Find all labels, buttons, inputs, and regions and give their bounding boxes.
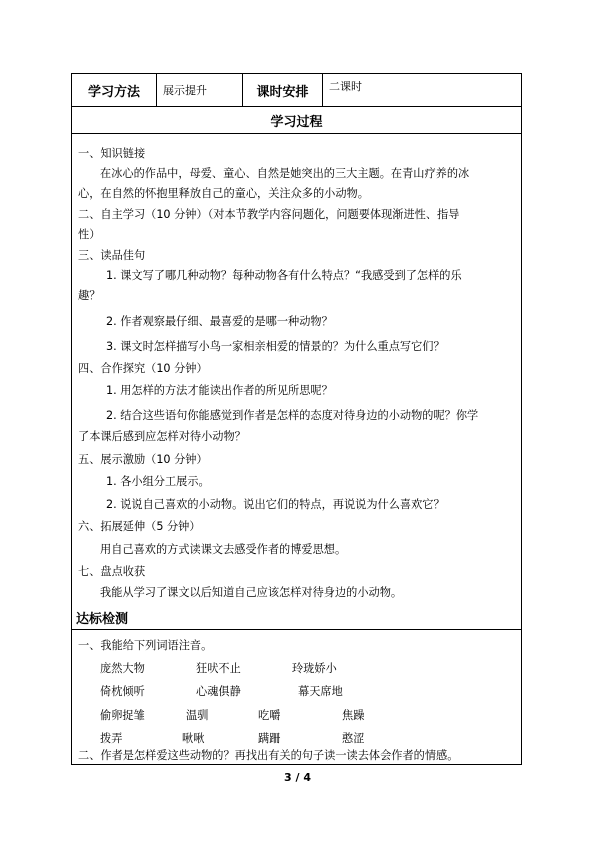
section-heading: 七、盘点收获 [78, 565, 146, 578]
section-heading: 二、自主学习（10 分钟）（对本节教学内容问题化，问题要体现渐进性、指导 [78, 208, 460, 221]
schedule-label: 课时安排 [243, 74, 323, 106]
question-line: 2. 结合这些语句你能感觉到作者是怎样的态度对待身边的小动物的呢？你学 [106, 409, 479, 422]
check-question: 二、作者是怎样爱这些动物的？再找出有关的句子读一读去体会作者的情感。 [78, 749, 459, 762]
lesson-table [71, 73, 522, 765]
vocab-word: 拨弄 [100, 732, 123, 745]
paragraph-line: 我能从学习了课文以后知道自己应该怎样对待身边的小动物。 [100, 586, 403, 599]
page-number: 3 / 4 [284, 771, 311, 784]
vocab-word: 玲珑娇小 [292, 662, 337, 675]
method-label: 学习方法 [72, 74, 157, 106]
question-line: 1. 课文写了哪几种动物？每种动物各有什么特点？“我感受到了怎样的乐 [106, 269, 462, 282]
section-heading: 六、拓展延伸（5 分钟） [78, 520, 201, 533]
header-row [72, 74, 521, 107]
vocab-word: 偷卵捉雏 [100, 709, 145, 722]
paragraph-line: 性） [78, 228, 101, 241]
section-heading: 三、读品佳句 [78, 249, 146, 262]
vocab-word: 庞然大物 [100, 662, 145, 675]
divider [72, 629, 521, 630]
vocab-word: 幕天席地 [298, 685, 343, 698]
vocab-word: 心魂俱静 [196, 685, 241, 698]
paragraph-line: 在冰心的作品中，母爱、童心、自然是她突出的三大主题。在青山疗养的冰 [100, 167, 470, 180]
question-line: 1. 各小组分工展示。 [106, 475, 210, 488]
check-title: 达标检测 [76, 612, 129, 627]
vocab-word: 倚枕倾听 [100, 685, 145, 698]
vocab-word: 焦躁 [342, 709, 365, 722]
vocab-word: 狂吠不止 [196, 662, 241, 675]
schedule-value: 二课时 [329, 80, 362, 93]
vocab-word: 蹒跚 [258, 732, 281, 745]
section-heading: 一、知识链接 [78, 147, 146, 160]
method-value: 展示提升 [157, 74, 243, 106]
vocab-word: 吃嚼 [258, 709, 281, 722]
paragraph-line: 用自己喜欢的方式读课文去感受作者的博爱思想。 [100, 543, 347, 556]
question-line: 1. 用怎样的方法才能读出作者的所见所思呢？ [106, 384, 333, 397]
check-question: 一、我能给下列词语注音。 [78, 639, 213, 652]
vocab-word: 温驯 [186, 709, 209, 722]
process-title: 学习过程 [72, 107, 521, 134]
question-line: 3. 课文时怎样描写小鸟一家相亲相爱的情景的？为什么重点写它们？ [106, 340, 445, 353]
vocab-word: 啾啾 [182, 732, 205, 745]
question-line: 2. 作者观察最仔细、最喜爱的是哪一种动物？ [106, 315, 333, 328]
question-line: 2. 说说自己喜欢的小动物。说出它们的特点，再说说为什么喜欢它？ [106, 498, 445, 511]
section-heading: 五、展示激励（10 分钟） [78, 453, 208, 466]
question-line: 趣？ [78, 289, 101, 302]
vocab-word: 憨涩 [342, 732, 365, 745]
section-heading: 四、合作探究（10 分钟） [78, 362, 208, 375]
question-line: 了本课后感到应怎样对待小动物？ [78, 430, 246, 443]
paragraph-line: 心，在自然的怀抱里释放自己的童心，关注众多的小动物。 [78, 187, 369, 200]
